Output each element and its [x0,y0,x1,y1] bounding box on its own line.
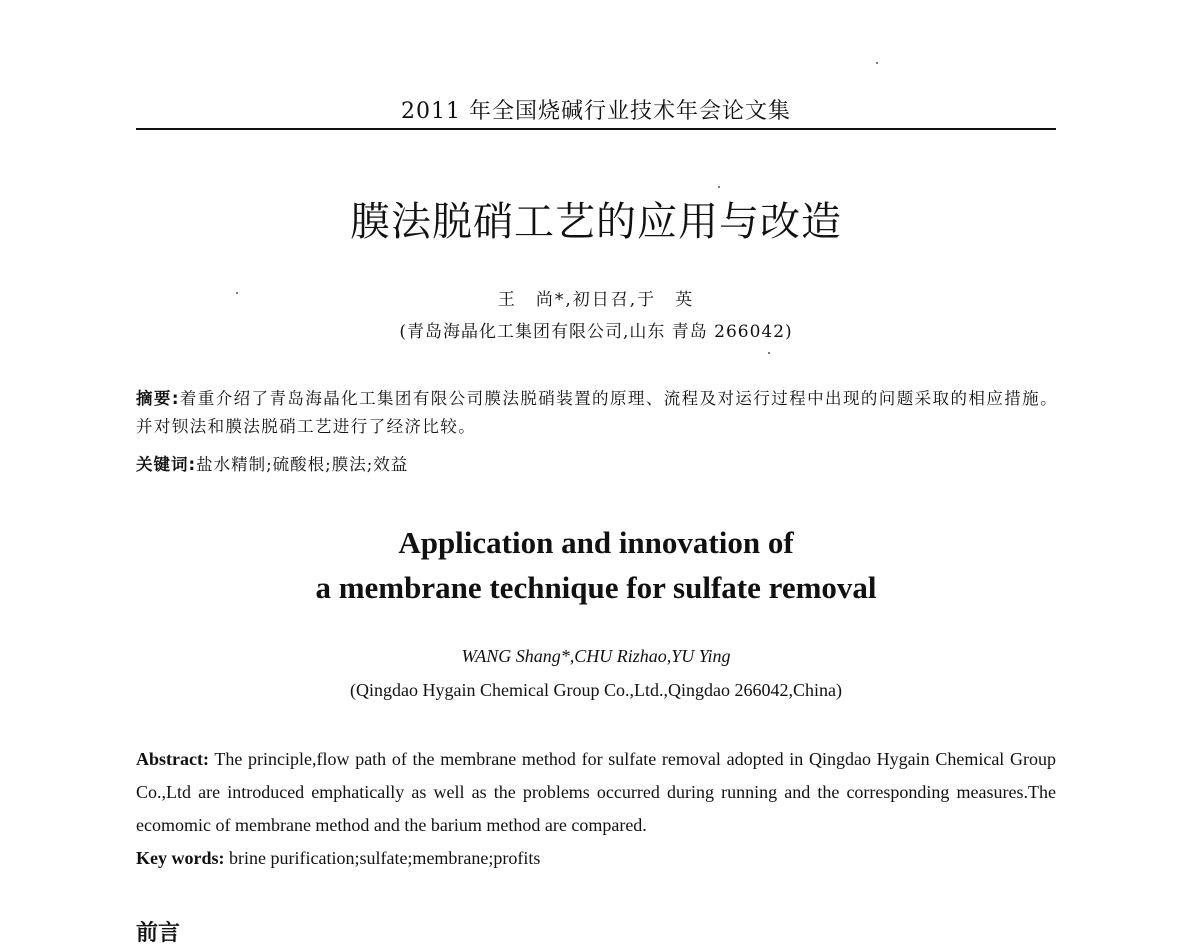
header-rule [136,128,1056,130]
scan-speck [876,62,878,64]
abstract-english [136,743,1056,842]
keywords-chinese [136,451,1058,479]
section-heading-preface: 前言 [136,921,181,946]
abstract-chinese-label: 摘要: [136,389,180,408]
keywords-chinese-text: 盐水精制;硫酸根;膜法;效益 [196,455,409,474]
title-english [136,520,1056,610]
title-english-line-2: a membrane technique for sulfate removal [315,570,877,605]
scan-speck [236,292,238,294]
keywords-chinese-label: 关键词: [136,455,197,474]
scan-speck [768,352,770,354]
abstract-english-label: Abstract: [136,749,209,769]
affiliation-english: (Qingdao Hygain Chemical Group Co.,Ltd.,Qingdao 266042,China) [350,680,842,700]
keywords-english-label: Key words: [136,848,225,868]
abstract-english-text: The principle,flow path of the membrane method for sulfate removal adopted in Qingdao Hygain Chemical Group Co.,Ltd are introduced emphatically as well as the problems occurred during running and the corresponding measures.The ecomomic of membrane method and the barium method are compared. [136,749,1056,835]
abstract-chinese [136,385,1058,441]
title-english-line-1: Application and innovation of [398,525,794,560]
authors-chinese: 王 尚*,初日召,于 英 [497,290,695,310]
abstract-chinese-text: 着重介绍了青岛海晶化工集团有限公司膜法脱硝装置的原理、流程及对运行过程中出现的问题采取的相应措施。并对钡法和膜法脱硝工艺进行了经济比较。 [136,389,1058,436]
title-chinese: 膜法脱硝工艺的应用与改造 [350,199,842,245]
affiliation-chinese: (青岛海晶化工集团有限公司,山东 青岛 266042) [399,322,793,342]
keywords-english-text: brine purification;sulfate;membrane;profits [224,848,541,868]
scan-speck [718,186,720,188]
authors-english: WANG Shang*,CHU Rizhao,YU Ying [461,646,731,666]
keywords-english [136,842,1056,875]
running-head: 2011 年全国烧碱行业技术年会论文集 [401,99,791,124]
